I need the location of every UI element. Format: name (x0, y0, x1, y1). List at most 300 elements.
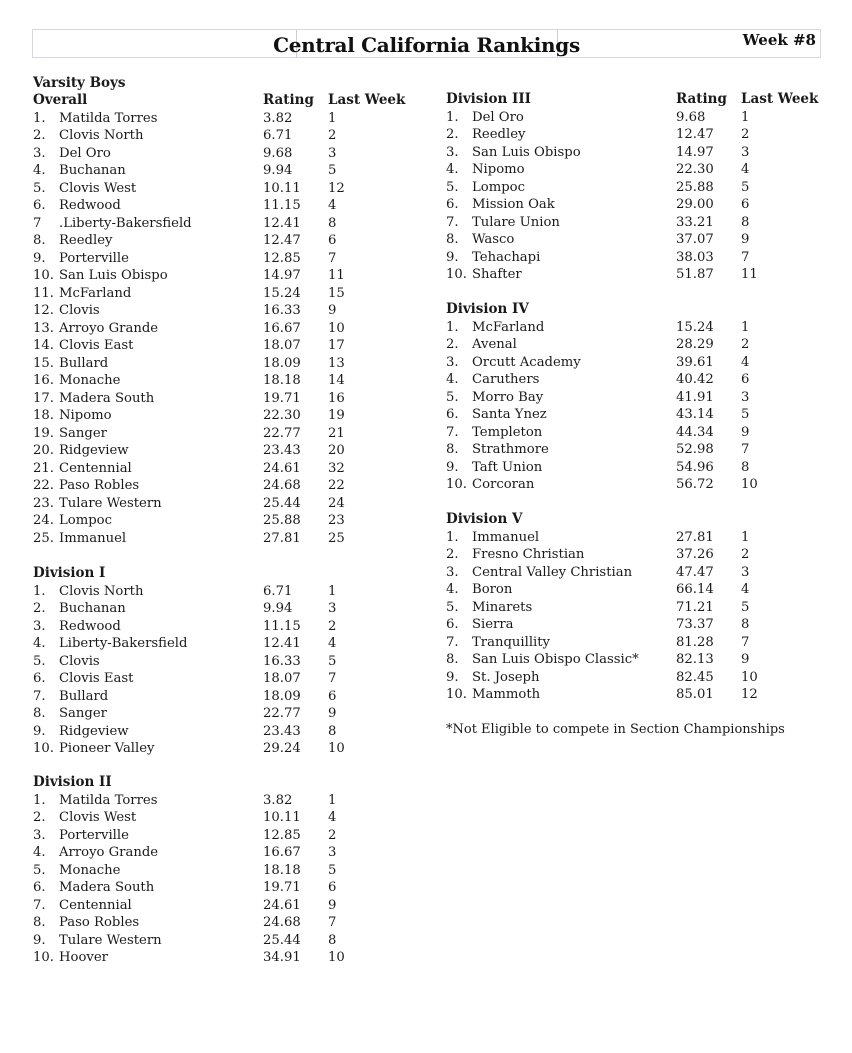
rank-number: 6. (446, 617, 459, 632)
team-name: Reedley (59, 233, 113, 248)
table-row (33, 723, 413, 741)
rank-number: 7. (446, 634, 459, 650)
rank-number: 5. (446, 389, 459, 405)
table-row (33, 618, 413, 636)
team-rating: 23.43 (263, 723, 301, 739)
team-name: Lompoc (472, 179, 525, 195)
team-rating: 12.85 (263, 250, 301, 266)
last-week-rank: 4 (741, 582, 750, 597)
last-week-rank: 16 (328, 390, 345, 406)
team-name: St. Joseph (472, 669, 540, 685)
team-name: Arroyo Grande (59, 845, 159, 860)
team-rating: 10.11 (263, 180, 301, 196)
rank-number: 7. (446, 214, 459, 230)
team-name: Centennial (59, 897, 132, 913)
team-name: Clovis West (59, 180, 137, 196)
rank-number: 7. (446, 424, 459, 440)
team-name: San Luis Obispo (59, 268, 168, 283)
team-name: Madera South (59, 390, 155, 406)
table-row (446, 669, 826, 687)
team-rating: 16.33 (263, 653, 301, 669)
team-rating: 40.42 (676, 372, 714, 387)
team-rating: 22.77 (263, 425, 301, 441)
rank-number: 23. (33, 495, 54, 511)
team-name: Sanger (59, 706, 107, 721)
team-name: .Liberty-Bakersfield (59, 215, 192, 231)
rank-number: 6. (446, 407, 459, 422)
team-name: Lompoc (59, 513, 112, 528)
team-name: Tulare Union (472, 214, 560, 230)
table-row (446, 389, 826, 407)
team-rating: 85.01 (676, 687, 714, 702)
last-week-rank: 3 (741, 564, 750, 580)
team-rating: 29.00 (676, 197, 714, 212)
table-row (33, 285, 413, 303)
last-week-rank: 1 (741, 529, 750, 545)
table-row (33, 355, 413, 373)
team-name: Immanuel (472, 529, 540, 545)
rank-number: 5. (33, 180, 46, 196)
last-week-rank: 13 (328, 355, 345, 371)
last-week-rank: 3 (328, 601, 337, 616)
team-name: Tulare Western (59, 495, 162, 511)
team-name: Clovis (59, 653, 100, 669)
team-rating: 18.07 (263, 671, 301, 686)
rank-number: 3. (33, 145, 46, 161)
rank-number: 21. (33, 460, 54, 476)
last-week-rank: 6 (328, 233, 337, 248)
last-week-rank: 3 (741, 144, 750, 160)
team-rating: 66.14 (676, 582, 714, 597)
team-rating: 23.43 (263, 443, 301, 458)
rank-number: 24. (33, 513, 54, 528)
last-week-rank: 14 (328, 373, 345, 388)
last-week-rank: 6 (741, 197, 750, 212)
team-rating: 56.72 (676, 477, 714, 492)
last-week-rank: 9 (741, 424, 750, 440)
team-name: Corcoran (472, 477, 535, 492)
team-name: Nipomo (59, 408, 112, 423)
team-name: Immanuel (59, 530, 127, 546)
table-row (446, 424, 826, 442)
team-name: Hoover (59, 950, 108, 965)
table-row (33, 705, 413, 723)
team-name: Shafter (472, 267, 522, 282)
last-week-rank: 1 (328, 110, 337, 126)
rank-number: 9. (446, 249, 459, 265)
team-name: Morro Bay (472, 389, 544, 405)
table-row (33, 127, 413, 145)
team-name: Sanger (59, 425, 107, 441)
header-box (32, 29, 821, 58)
rank-number: 14. (33, 338, 54, 353)
last-week-rank: 10 (741, 477, 758, 492)
team-rating: 10.11 (263, 810, 301, 825)
team-name: Matilda Torres (59, 110, 158, 126)
table-row (33, 232, 413, 250)
table-row (446, 529, 826, 547)
rank-number: 10. (33, 950, 54, 965)
team-name: McFarland (472, 319, 545, 335)
last-week-rank: 4 (741, 354, 750, 370)
team-rating: 14.97 (676, 144, 714, 160)
team-name: Avenal (472, 337, 517, 352)
table-row (446, 319, 826, 337)
team-name: Clovis West (59, 810, 137, 825)
team-rating: 18.09 (263, 355, 301, 371)
team-name: Del Oro (59, 145, 111, 161)
last-week-rank: 4 (328, 198, 337, 213)
team-rating: 25.44 (263, 495, 301, 511)
team-rating: 11.15 (263, 198, 301, 213)
team-name: Bullard (59, 355, 109, 371)
team-name: Liberty-Bakersfield (59, 636, 188, 651)
team-name: Buchanan (59, 601, 126, 616)
rank-number: 5. (33, 653, 46, 669)
rank-number: 5. (446, 599, 459, 615)
last-week-rank: 2 (328, 827, 337, 843)
last-week-rank: 22 (328, 478, 345, 493)
table-row (33, 600, 413, 618)
last-week-rank: 7 (741, 634, 750, 650)
team-name: Redwood (59, 618, 121, 634)
last-week-rank: 9 (741, 232, 750, 247)
team-rating: 6.71 (263, 583, 293, 599)
table-row (446, 266, 826, 284)
section-title: Division IV (446, 301, 529, 317)
last-week-rank: 5 (741, 599, 750, 615)
rank-number: 25. (33, 530, 54, 546)
rank-number: 7. (33, 688, 46, 704)
team-name: Clovis East (59, 671, 134, 686)
team-rating: 11.15 (263, 618, 301, 634)
last-week-rank: 2 (328, 618, 337, 634)
last-week-rank: 1 (741, 109, 750, 125)
last-week-rank: 12 (328, 180, 345, 196)
team-rating: 39.61 (676, 354, 714, 370)
rank-number: 6. (446, 197, 459, 212)
team-rating: 14.97 (263, 268, 301, 283)
table-row (33, 932, 413, 950)
team-name: Arroyo Grande (59, 320, 159, 336)
team-rating: 24.68 (263, 478, 301, 493)
rank-number: 19. (33, 425, 54, 441)
rank-number: 5. (446, 179, 459, 195)
rank-number: 6. (33, 671, 46, 686)
last-week-rank: 8 (741, 214, 750, 230)
team-name: Redwood (59, 198, 121, 213)
last-week-rank: 10 (741, 669, 758, 685)
table-row (33, 809, 413, 827)
rank-number: 2. (446, 127, 459, 142)
team-name: Paso Robles (59, 478, 140, 493)
last-week-rank: 7 (741, 249, 750, 265)
rank-number: 1. (33, 792, 46, 808)
team-rating: 12.47 (676, 127, 714, 142)
table-row (446, 634, 826, 652)
team-name: Clovis North (59, 583, 144, 599)
table-row (446, 546, 826, 564)
rank-number: 4. (33, 845, 46, 860)
rank-number: 4. (33, 163, 46, 178)
table-row (33, 512, 413, 530)
team-rating: 27.81 (676, 529, 714, 545)
rank-number: 9. (33, 723, 46, 739)
last-week-rank: 5 (328, 862, 337, 878)
last-week-rank: 8 (328, 723, 337, 739)
rank-number: 12. (33, 303, 54, 318)
team-name: San Luis Obispo Classic* (472, 652, 639, 667)
team-rating: 16.67 (263, 320, 301, 336)
rank-number: 1. (33, 110, 46, 126)
team-name: Orcutt Academy (472, 354, 581, 370)
team-rating: 22.30 (676, 162, 714, 177)
team-rating: 16.33 (263, 303, 301, 318)
team-rating: 24.68 (263, 915, 301, 930)
rating-column-header: Rating (676, 91, 727, 107)
rank-number: 7. (33, 897, 46, 913)
team-name: Ridgeview (59, 723, 129, 739)
rank-number: 3. (446, 564, 459, 580)
last-week-rank: 3 (741, 389, 750, 405)
rank-number: 15. (33, 355, 54, 371)
table-row (33, 583, 413, 601)
team-name: Centennial (59, 460, 132, 476)
team-rating: 22.30 (263, 408, 301, 423)
table-row (446, 249, 826, 267)
team-rating: 38.03 (676, 249, 714, 265)
rank-number: 2. (446, 337, 459, 352)
team-rating: 81.28 (676, 634, 714, 650)
table-row (33, 897, 413, 915)
table-row (33, 949, 413, 967)
rank-number: 9. (33, 250, 46, 266)
table-row (33, 792, 413, 810)
table-row (33, 635, 413, 653)
table-row (33, 372, 413, 390)
table-row (33, 442, 413, 460)
last-week-rank: 4 (741, 162, 750, 177)
last-week-rank: 8 (741, 459, 750, 475)
team-name: Mission Oak (472, 197, 555, 212)
team-name: Tulare Western (59, 932, 162, 948)
table-row (33, 530, 413, 548)
table-row (446, 109, 826, 127)
table-row (446, 441, 826, 459)
rank-number: 4. (446, 372, 459, 387)
team-name: Ridgeview (59, 443, 129, 458)
last-week-rank: 3 (328, 845, 337, 860)
rank-number: 7 (33, 215, 42, 231)
table-row (33, 653, 413, 671)
team-rating: 28.29 (676, 337, 714, 352)
rank-number: 8. (33, 233, 46, 248)
team-rating: 71.21 (676, 599, 714, 615)
team-name: Clovis (59, 303, 100, 318)
last-week-rank: 6 (328, 688, 337, 704)
table-row (33, 215, 413, 233)
team-rating: 47.47 (676, 564, 714, 580)
table-row (33, 197, 413, 215)
team-rating: 37.07 (676, 232, 714, 247)
team-name: Nipomo (472, 162, 525, 177)
team-rating: 34.91 (263, 950, 301, 965)
rank-number: 1. (446, 319, 459, 335)
rank-number: 2. (33, 601, 46, 616)
last-week-rank: 2 (741, 337, 750, 352)
table-row (446, 651, 826, 669)
team-name: Del Oro (472, 109, 524, 125)
table-row (33, 250, 413, 268)
rank-number: 3. (33, 827, 46, 843)
last-week-rank: 10 (328, 320, 345, 336)
team-rating: 27.81 (263, 530, 301, 546)
page-title: Central California Rankings (273, 33, 580, 57)
rank-number: 10. (33, 741, 54, 756)
rank-number: 16. (33, 373, 54, 388)
table-row (33, 390, 413, 408)
team-rating: 19.71 (263, 880, 301, 895)
table-row (33, 180, 413, 198)
team-rating: 6.71 (263, 128, 293, 143)
rank-number: 3. (446, 144, 459, 160)
rank-number: 9. (33, 932, 46, 948)
last-week-rank: 15 (328, 285, 345, 301)
table-row (33, 145, 413, 163)
table-row (33, 688, 413, 706)
team-name: Tranquillity (472, 634, 551, 650)
team-rating: 82.13 (676, 652, 714, 667)
rank-number: 3. (33, 618, 46, 634)
last-week-rank: 6 (741, 372, 750, 387)
rank-number: 8. (446, 442, 459, 457)
team-name: Mammoth (472, 687, 541, 702)
team-rating: 16.67 (263, 845, 301, 860)
last-week-rank: 10 (328, 950, 345, 965)
table-row (33, 110, 413, 128)
last-week-rank: 11 (328, 268, 345, 283)
team-name: San Luis Obispo (472, 144, 581, 160)
last-week-rank: 7 (741, 442, 750, 457)
table-row (33, 844, 413, 862)
table-row (33, 337, 413, 355)
section-title: Division V (446, 511, 523, 527)
team-name: Central Valley Christian (472, 564, 633, 580)
table-row (33, 302, 413, 320)
last-week-rank: 6 (328, 880, 337, 895)
last-week-rank: 20 (328, 443, 345, 458)
table-row (33, 670, 413, 688)
table-row (33, 495, 413, 513)
team-name: Monache (59, 862, 121, 878)
team-rating: 9.94 (263, 163, 293, 178)
table-row (33, 862, 413, 880)
team-rating: 18.09 (263, 688, 301, 704)
team-rating: 18.18 (263, 373, 301, 388)
team-rating: 18.18 (263, 862, 301, 878)
team-rating: 52.98 (676, 442, 714, 457)
team-name: Minarets (472, 599, 533, 615)
last-week-rank: 24 (328, 495, 345, 511)
team-name: Pioneer Valley (59, 741, 155, 756)
last-week-column-header: Last Week (328, 92, 406, 108)
last-week-rank: 10 (328, 741, 345, 756)
team-name: Santa Ynez (472, 407, 547, 422)
table-row (446, 599, 826, 617)
team-name: Fresno Christian (472, 547, 585, 562)
rank-number: 17. (33, 390, 54, 406)
table-row (33, 407, 413, 425)
team-rating: 9.68 (676, 109, 706, 125)
rank-number: 1. (446, 529, 459, 545)
last-week-rank: 9 (328, 706, 337, 721)
rating-column-header: Rating (263, 92, 314, 108)
last-week-rank: 11 (741, 267, 758, 282)
rank-number: 8. (446, 652, 459, 667)
table-row (446, 406, 826, 424)
table-row (446, 231, 826, 249)
team-name: Boron (472, 582, 513, 597)
last-week-rank: 7 (328, 250, 337, 266)
rank-number: 8. (446, 232, 459, 247)
rank-number: 10. (446, 687, 467, 702)
table-row (446, 336, 826, 354)
table-row (446, 179, 826, 197)
team-rating: 43.14 (676, 407, 714, 422)
team-name: Templeton (472, 424, 543, 440)
team-name: Madera South (59, 880, 155, 895)
team-rating: 24.61 (263, 897, 301, 913)
team-name: Wasco (472, 232, 515, 247)
team-name: Caruthers (472, 372, 540, 387)
last-week-rank: 5 (328, 653, 337, 669)
rank-number: 9. (446, 459, 459, 475)
table-row (33, 827, 413, 845)
team-name: Buchanan (59, 163, 126, 178)
table-row (446, 581, 826, 599)
rank-number: 20. (33, 443, 54, 458)
section-title: Overall (33, 92, 88, 108)
last-week-rank: 9 (328, 897, 337, 913)
rank-number: 1. (33, 583, 46, 599)
rank-number: 5. (33, 862, 46, 878)
rank-number: 2. (33, 810, 46, 825)
team-name: Strathmore (472, 442, 549, 457)
team-rating: 12.41 (263, 215, 301, 231)
last-week-rank: 5 (741, 407, 750, 422)
table-row (33, 879, 413, 897)
team-rating: 15.24 (263, 285, 301, 301)
table-row (446, 686, 826, 704)
team-rating: 37.26 (676, 547, 714, 562)
team-name: Sierra (472, 617, 514, 632)
table-row (446, 161, 826, 179)
last-week-rank: 3 (328, 145, 337, 161)
last-week-rank: 4 (328, 636, 337, 651)
table-row (33, 425, 413, 443)
last-week-rank: 7 (328, 915, 337, 930)
last-week-rank: 5 (328, 163, 337, 178)
table-row (33, 267, 413, 285)
table-row (33, 477, 413, 495)
team-rating: 19.71 (263, 390, 301, 406)
last-week-rank: 9 (741, 652, 750, 667)
rank-number: 8. (33, 915, 46, 930)
rank-number: 1. (446, 109, 459, 125)
team-name: Tehachapi (472, 249, 541, 265)
table-row (446, 371, 826, 389)
table-row (446, 214, 826, 232)
